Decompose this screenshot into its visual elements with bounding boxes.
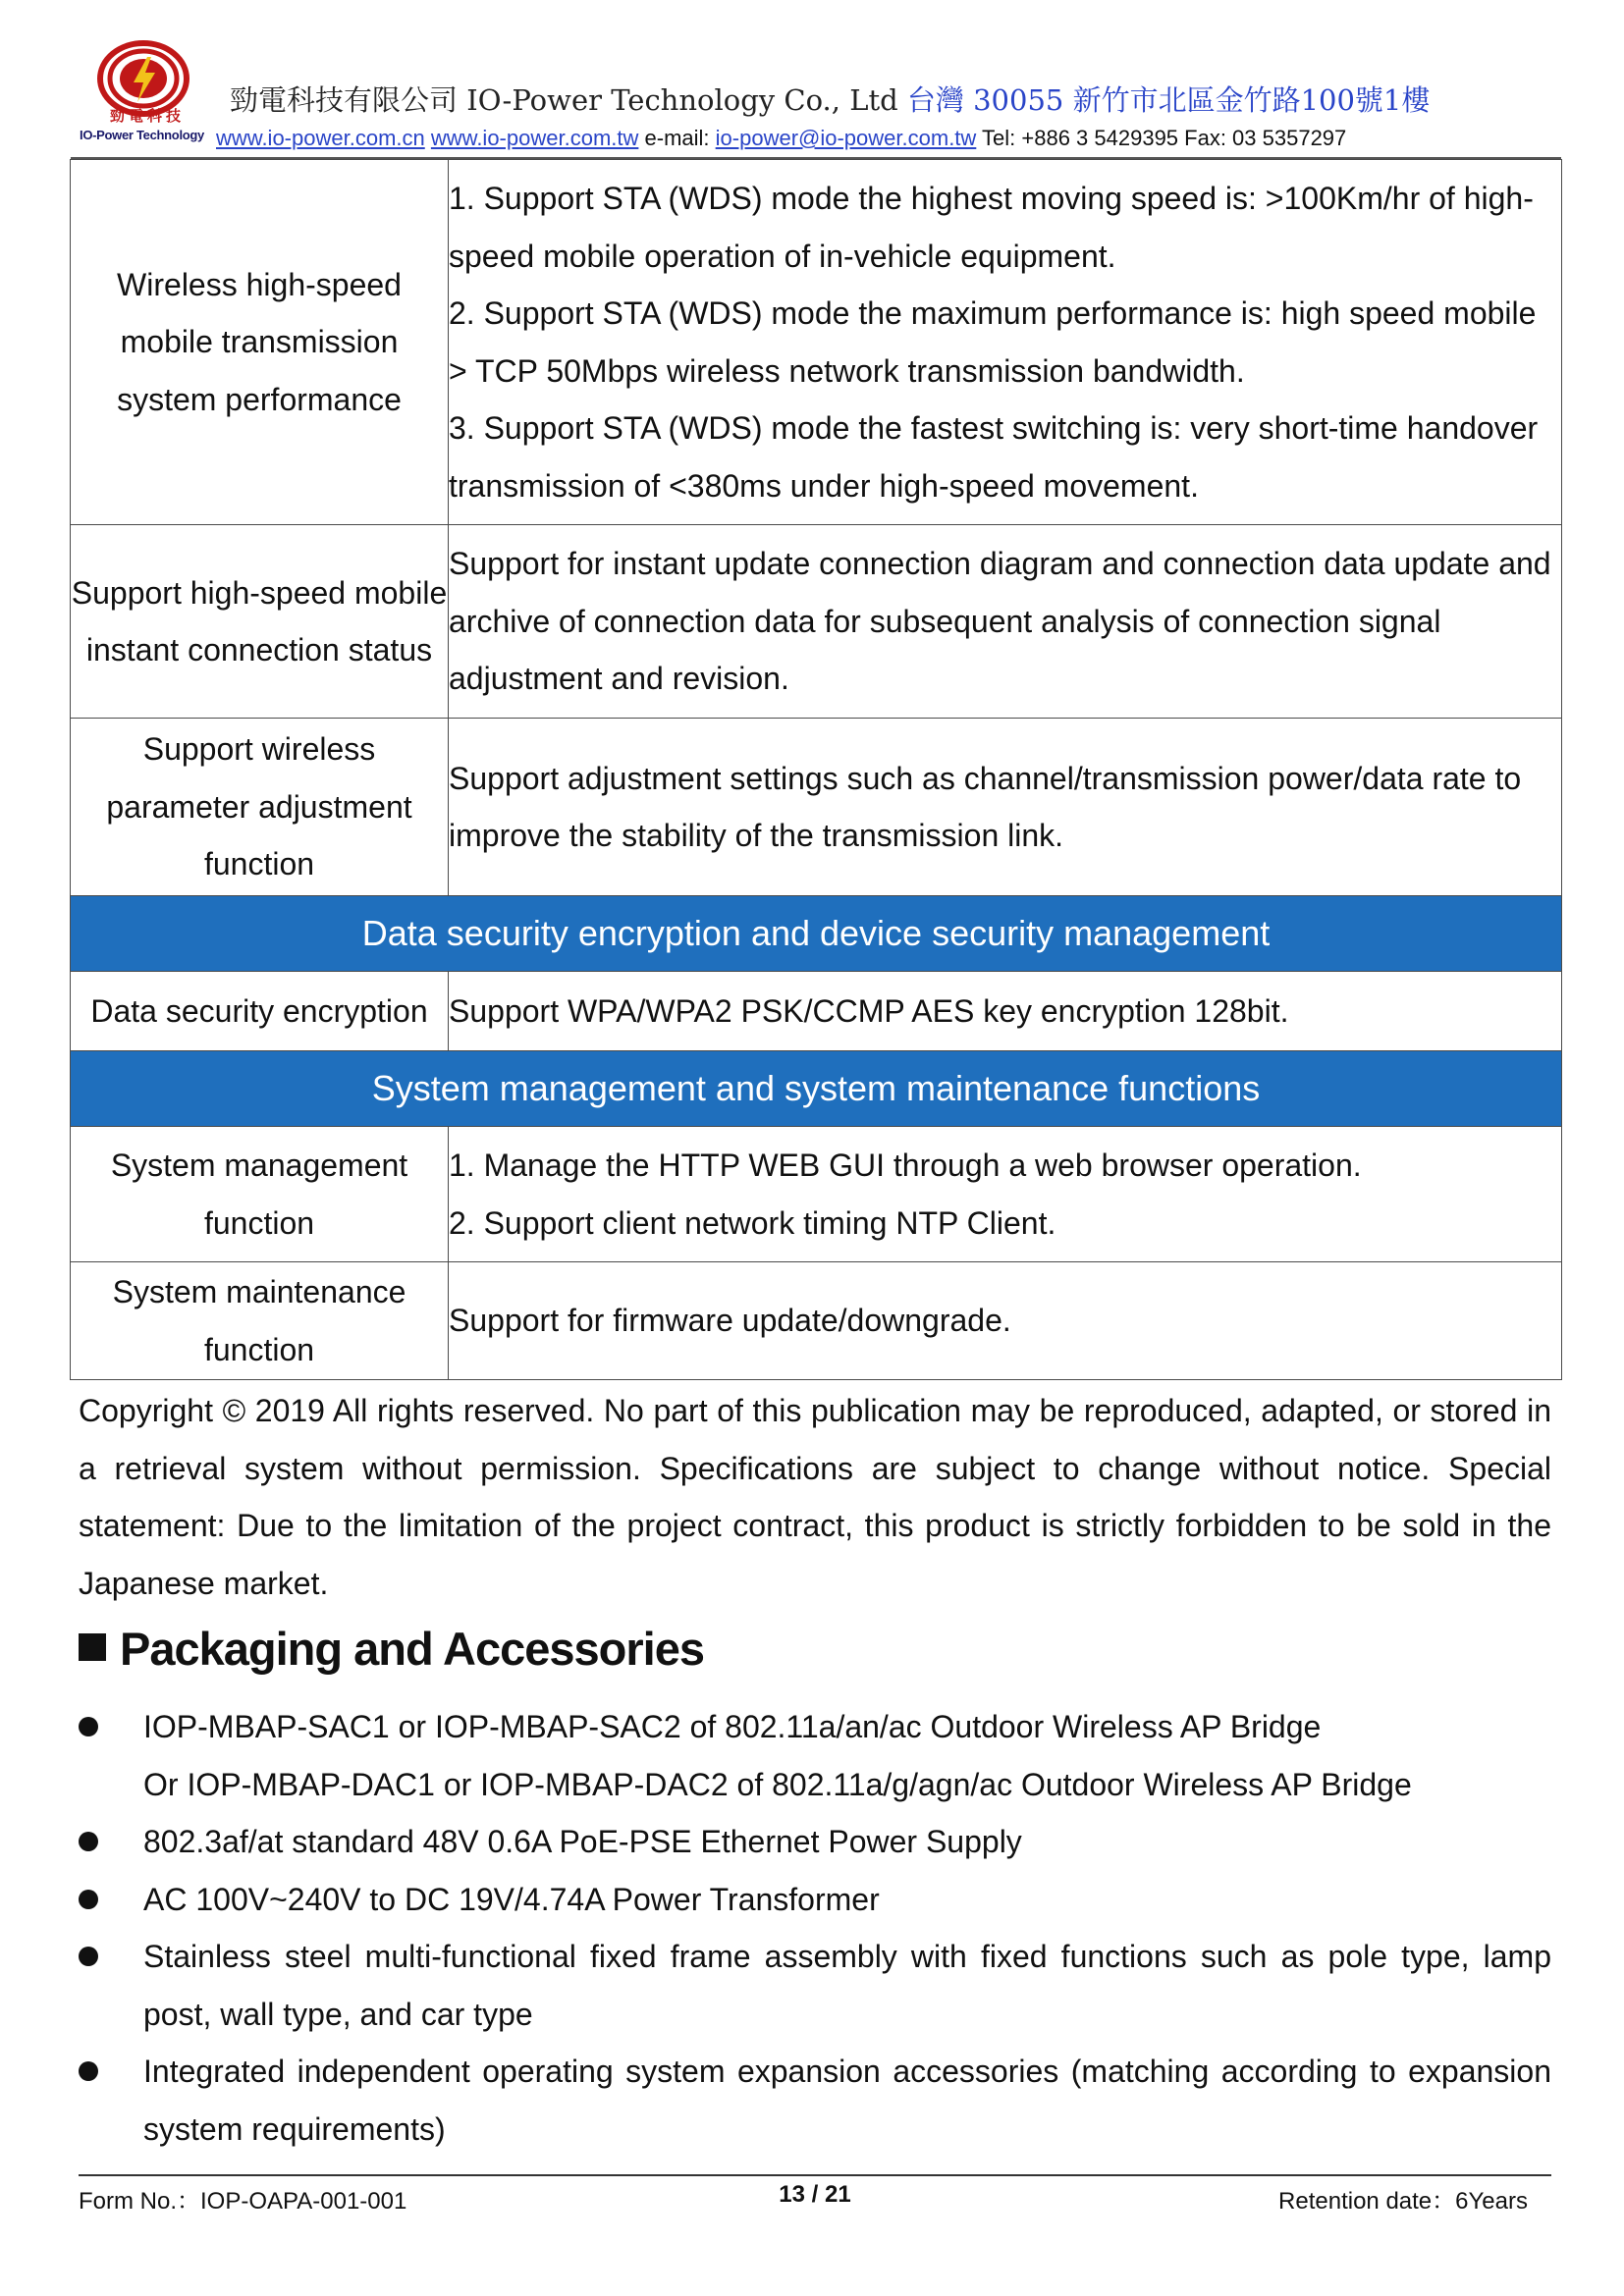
value-line: 1. Manage the HTTP WEB GUI through a web browser operation. (449, 1148, 1362, 1183)
value-line: Support for firmware update/downgrade. (449, 1303, 1011, 1339)
retention-date: Retention date：6Years (1278, 2188, 1528, 2215)
company-name-en: IO-Power Technology Co., Ltd (466, 83, 898, 117)
row-label: Data security encryption (71, 972, 449, 1051)
logo-english-text: IO-Power Technology (80, 128, 204, 142)
bullet-icon (79, 1947, 98, 1966)
row-label: Support wireless parameter adjustment function (71, 719, 449, 896)
item-text: AC 100V~240V to DC 19V/4.74A Power Transformer (143, 1881, 880, 1917)
value-line: 3. Support STA (WDS) mode the fastest switching is: very short-time handover transmission of <380ms under high-speed movement. (449, 410, 1539, 504)
list-item (79, 2043, 1551, 2158)
item-text: Integrated independent operating system expansion accessories (matching according to expansion system requirements) (143, 2054, 1551, 2147)
list-item (79, 1698, 1551, 1813)
table-row (71, 1262, 1562, 1380)
section-header-row (71, 896, 1562, 972)
website-cn-link[interactable]: www.io-power.com.cn (216, 126, 425, 150)
bullet-icon (79, 1890, 98, 1909)
square-bullet-icon (79, 1633, 106, 1661)
table-row (71, 719, 1562, 896)
value-line: Support adjustment settings such as channel/transmission power/data rate to improve the stability of the transmission link. (449, 760, 1522, 853)
packaging-title: Packaging and Accessories (120, 1623, 704, 1675)
item-text: Or IOP-MBAP-DAC1 or IOP-MBAP-DAC2 of 802.11a/g/agn/ac Outdoor Wireless AP Bridge (143, 1766, 1412, 1802)
bullet-icon (79, 1832, 98, 1851)
row-label: Wireless high-speed mobile transmission system performance (71, 160, 449, 525)
tel-fax: Tel: +886 3 5429395 Fax: 03 5357297 (982, 126, 1347, 150)
row-value (449, 1262, 1562, 1380)
row-value (449, 160, 1562, 525)
accessories-list (79, 1698, 1551, 2158)
table-row (71, 160, 1562, 525)
packaging-heading (79, 1622, 704, 1676)
row-value (449, 525, 1562, 719)
item-text: Stainless steel multi-functional fixed frame assembly with fixed functions such as pole type, lamp post, wall type, and car type (143, 1939, 1551, 2032)
contact-line (216, 126, 1346, 151)
footer-divider (79, 2174, 1551, 2176)
email-link[interactable]: io-power@io-power.com.tw (715, 126, 977, 150)
section-header: Data security encryption and device security management (71, 896, 1562, 972)
company-line (230, 79, 1430, 119)
row-value (449, 719, 1562, 896)
bullet-icon (79, 2061, 98, 2081)
value-line: Support WPA/WPA2 PSK/CCMP AES key encryption 128bit. (449, 992, 1289, 1029)
specification-table (70, 159, 1562, 1380)
section-header: System management and system maintenance functions (71, 1051, 1562, 1127)
value-line: 2. Support client network timing NTP Client. (449, 1204, 1056, 1241)
value-line: Support for instant update connection diagram and connection data update and archive of connection data for subsequent analysis of connection signal adjustment and revision. (449, 546, 1551, 697)
logo-chinese-text: 勁電科技 (109, 107, 185, 125)
table-row (71, 972, 1562, 1051)
page-footer (79, 2181, 1551, 2215)
row-value (449, 1127, 1562, 1262)
copyright-notice: Copyright © 2019 All rights reserved. No part of this publication may be reproduced, adapted, or stored in a retrieval system without permission. Specifications are subject to change without notice. Special statement: Due to the limitation of the project contract, this product is strictly forbidden to be sold in the Japanese market. (79, 1393, 1551, 1601)
company-name-cn: 勁電科技有限公司 (230, 83, 459, 117)
form-number: Form No.：IOP-OAPA-001-001 (79, 2188, 407, 2215)
item-text: 802.3af/at standard 48V 0.6A PoE-PSE Ethernet Power Supply (143, 1824, 1022, 1859)
email-label: e-mail: (644, 126, 710, 150)
row-label: System management function (71, 1127, 449, 1262)
row-label: Support high-speed mobile instant connection status (71, 525, 449, 719)
bullet-icon (79, 1717, 98, 1736)
website-tw-link[interactable]: www.io-power.com.tw (430, 126, 639, 150)
value-line: 2. Support STA (WDS) mode the maximum performance is: high speed mobile > TCP 50Mbps wireless network transmission bandwidth. (449, 295, 1537, 389)
table-row (71, 1127, 1562, 1262)
row-value (449, 972, 1562, 1051)
page-header (71, 35, 1561, 157)
value-line: 1. Support STA (WDS) mode the highest moving speed is: >100Km/hr of high-speed mobile operation of in-vehicle equipment. (449, 181, 1534, 274)
list-item (79, 1871, 1551, 1929)
list-item (79, 1928, 1551, 2043)
list-item (79, 1813, 1551, 1871)
company-address: 台灣 30055 新竹市北區金竹路100號1樓 (906, 83, 1431, 117)
item-text: IOP-MBAP-SAC1 or IOP-MBAP-SAC2 of 802.11a/an/ac Outdoor Wireless AP Bridge (143, 1709, 1322, 1744)
row-label: System maintenance function (71, 1262, 449, 1380)
section-header-row (71, 1051, 1562, 1127)
table-row (71, 525, 1562, 719)
page-number: 13 / 21 (779, 2181, 851, 2208)
